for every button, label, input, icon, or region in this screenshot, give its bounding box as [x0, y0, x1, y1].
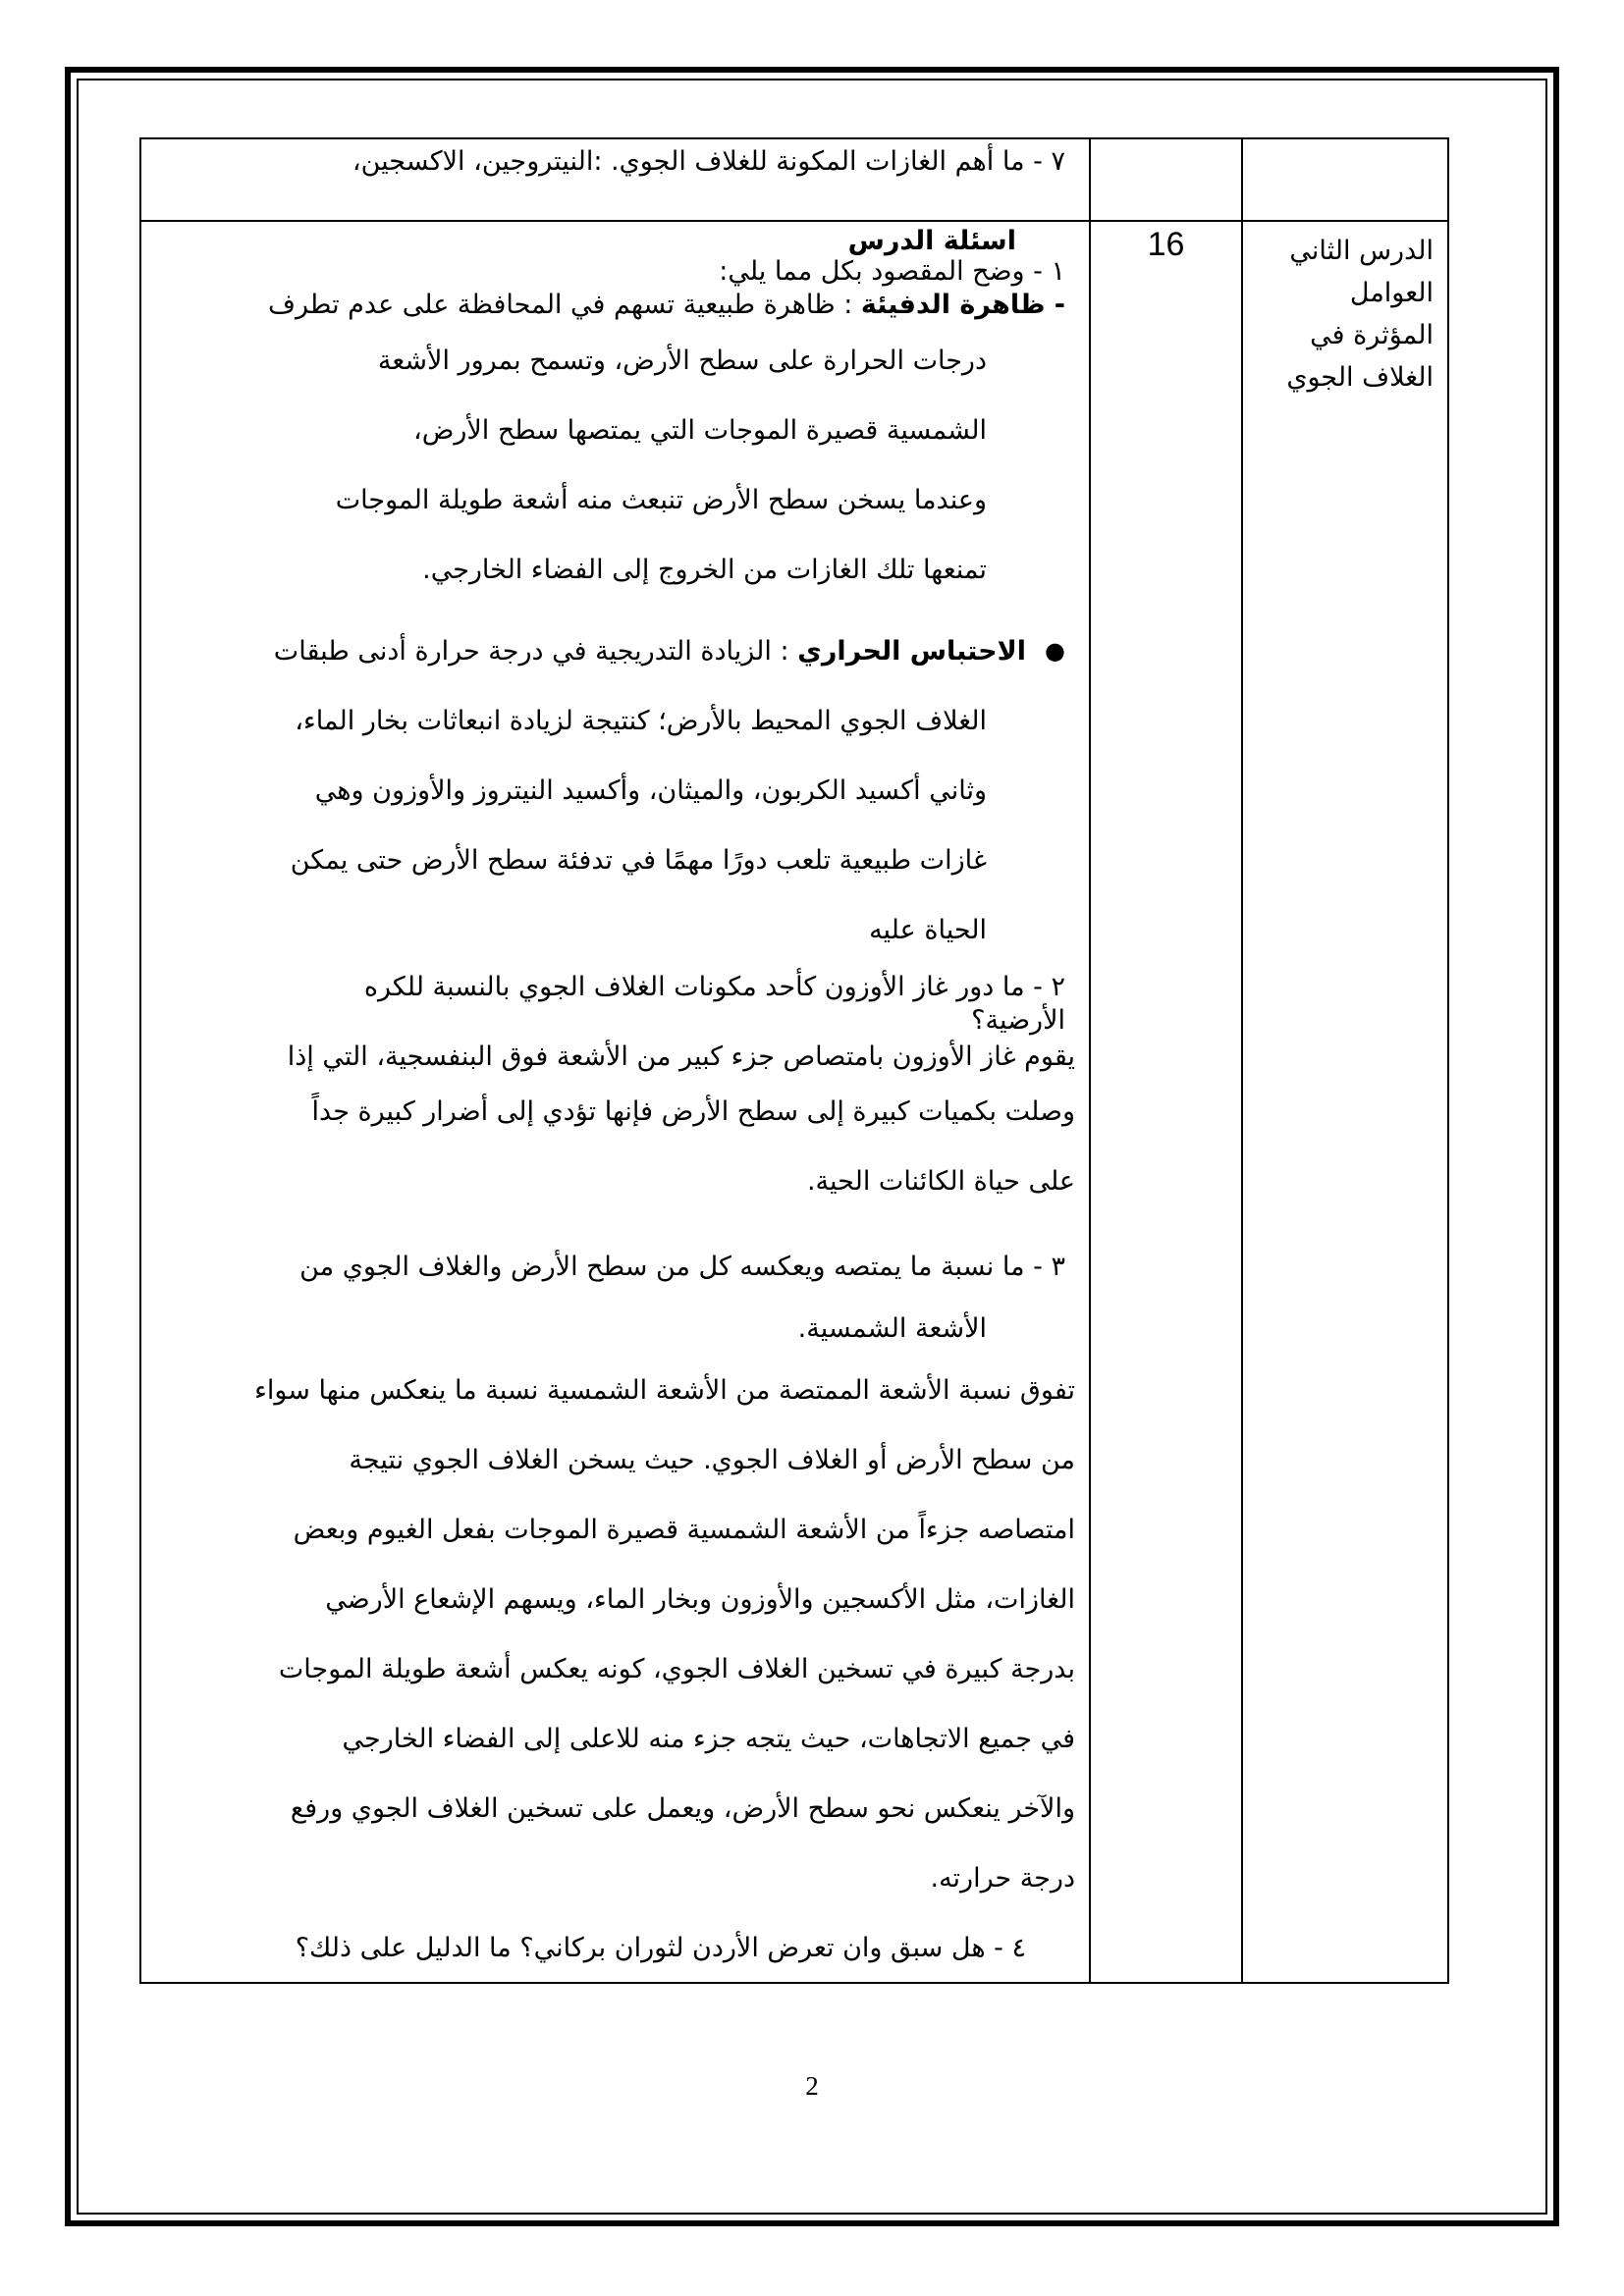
answer-2: [155, 1038, 1075, 1216]
text-line: الغازات، مثل الأكسجين والأوزون وبخار الماء، ويسهم الإشعاع الأرضي: [325, 1584, 1075, 1615]
greenhouse-definition-start: [155, 289, 1075, 322]
answer-3: [155, 1356, 1075, 1913]
text-line: والآخر ينعكس نحو سطح الأرض، ويعمل على تسخين الغلاف الجوي ورفع: [290, 1793, 1075, 1824]
question-1: ١ - وضح المقصود بكل مما يلي:: [719, 256, 1065, 287]
number-cell-empty: [1090, 138, 1242, 221]
number-cell: [1090, 221, 1242, 1983]
warming-definition: [155, 686, 1075, 965]
question-2-line: ٢ - ما دور غاز الأوزون كأحد مكونات الغلاف الجوي بالنسبة للكره: [363, 972, 1065, 1002]
text-line: الشمسية قصيرة الموجات التي يمتصها سطح الأرض،: [413, 415, 987, 446]
lesson-title-cell: [1242, 221, 1448, 1983]
text-line: درجة حرارته.: [930, 1863, 1075, 1894]
lesson-table: [139, 137, 1449, 1984]
text-line: امتصاصه جزءاً من الأشعة الشمسية قصيرة الموجات بفعل الغيوم وبعض: [293, 1515, 1075, 1545]
question-4: ٤ - هل سبق وان تعرض الأردن لثوران بركاني؟ ما الدليل على ذلك؟: [295, 1933, 1026, 1963]
text-line: على حياة الكائنات الحية.: [806, 1166, 1075, 1197]
text-line: وثاني أكسيد الكربون، والميثان، وأكسيد النيتروز والأوزون وهي: [314, 775, 987, 806]
question-7: ٧ - ما أهم الغازات المكونة للغلاف الجوي. :النيتروجين، الاكسجين،: [352, 146, 1065, 177]
text-line: يقوم غاز الأوزون بامتصاص جزء كبير من الأشعة فوق البنفسجية، التي إذا: [287, 1041, 1075, 1072]
content-cell-row2: [140, 221, 1090, 1983]
question-2: [155, 971, 1075, 1038]
text-line: وصلت بكميات كبيرة إلى سطح الأرض فإنها تؤدي إلى أضرار كبيرة جداً: [311, 1096, 1075, 1127]
text-line: تمنعها تلك الغازات من الخروج إلى الفضاء الخارجي.: [422, 555, 987, 585]
bullet-icon: ●: [1045, 637, 1065, 665]
warming-definition-start: [155, 616, 1075, 686]
text-line: وعندما يسخن سطح الأرض تنبعث منه أشعة طويلة الموجات: [335, 485, 987, 515]
text-line: الغلاف الجوي المحيط بالأرض؛ كنتيجة لزيادة انبعاثات بخار الماء،: [295, 706, 987, 736]
greenhouse-term: - ظاهرة الدفيئة: [860, 290, 1065, 320]
lesson-title-line: المؤثرة في: [1310, 320, 1434, 350]
greenhouse-definition: [155, 326, 1075, 605]
lesson-title-line: العوامل: [1349, 278, 1434, 308]
lesson-number: 16: [1147, 226, 1185, 263]
text-line: درجات الحرارة على سطح الأرض، وتسمح بمرور الأشعة: [377, 346, 987, 376]
page-number: 2: [805, 2071, 819, 2101]
question-3-line: ٣ - ما نسبة ما يمتصه ويعكسه كل من سطح الأرض والغلاف الجوي من: [299, 1252, 1065, 1282]
text-line: من سطح الأرض أو الغلاف الجوي. حيث يسخن الغلاف الجوي نتيجة: [349, 1445, 1075, 1475]
question-2-line: الأرضية؟: [971, 1005, 1065, 1036]
warming-term: الاحتباس الحراري: [797, 636, 1026, 667]
table-row-1: [140, 138, 1448, 221]
warming-def-first: : الزيادة التدريجية في درجة حرارة أدنى طبقات: [273, 636, 798, 667]
text-line: بدرجة كبيرة في تسخين الغلاف الجوي، كونه يعكس أشعة طويلة الموجات: [278, 1654, 1075, 1684]
text-line: غازات طبيعية تلعب دورًا مهمًا في تدفئة سطح الأرض حتى يمكن: [290, 845, 987, 876]
question-3: [155, 1232, 1075, 1356]
table-row-2: [140, 221, 1448, 1983]
question-3-line: الأشعة الشمسية.: [797, 1313, 987, 1344]
text-line: الحياة عليه: [869, 915, 987, 945]
greenhouse-def-first: : ظاهرة طبيعية تسهم في المحافظة على عدم تطرف: [268, 290, 861, 320]
content-cell-row1: [140, 138, 1090, 221]
text-line: في جميع الاتجاهات، حيث يتجه جزء منه للاعلى إلى الفضاء الخارجي: [342, 1724, 1075, 1754]
lesson-title: [1243, 222, 1447, 399]
questions-heading: اسئلة الدرس: [847, 226, 1016, 256]
text-line: تفوق نسبة الأشعة الممتصة من الأشعة الشمسية نسبة ما ينعكس منها سواء: [254, 1375, 1075, 1406]
lesson-title-line: الغلاف الجوي: [1286, 362, 1434, 393]
lesson-title-line: الدرس الثاني: [1289, 236, 1434, 266]
lesson-title-cell-empty: [1242, 138, 1448, 221]
